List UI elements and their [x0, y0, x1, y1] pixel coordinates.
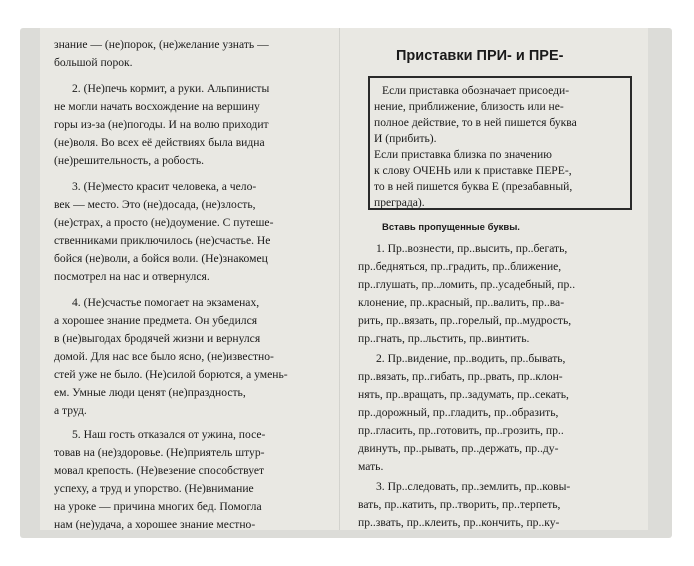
rule-line: то в ней пишется буква Е (презабавный, [374, 180, 573, 193]
text-line: не могли начать восхождение на вершину [54, 100, 260, 113]
text-line: мовал крепость. (Не)везение способствует [54, 464, 265, 477]
exercise-line: клонение, пр..красный, пр..валить, пр..ва- [358, 296, 565, 309]
text-line: ственниками приключилось (не)счастье. Не [54, 234, 271, 247]
exercise-line: двинуть, пр..рывать, пр..держать, пр..ду- [358, 442, 559, 455]
rule-line: И (прибить). [374, 132, 437, 145]
text-line: в (не)выгодах бродячей жизни и вернулся [54, 332, 261, 345]
rule-box [368, 76, 632, 210]
text-line: знание — (не)порок, (не)желание узнать — [54, 38, 269, 51]
rule-line: Если приставка обозначает присоеди- [382, 84, 570, 97]
page-title: Приставки ПРИ- и ПРЕ- [396, 48, 564, 64]
exercise-line: пр..гласить, пр..готовить, пр..грозить, пр.. [358, 424, 564, 437]
text-line: товав на (не)здоровье. (Не)приятель штур- [54, 446, 265, 459]
exercise-line: пр..бедняться, пр..градить, пр..ближение, [358, 260, 562, 273]
exercise-line: пр..звать, пр..клеить, пр..кончить, пр..ку- [358, 516, 560, 529]
text-line: успеху, а труд и упорство. (Не)внимание [54, 482, 254, 495]
exercise-line: 2. Пр..видение, пр..водить, пр..бывать, [376, 352, 566, 365]
exercise-line: пр..гнать, пр..льстить, пр..винтить. [358, 332, 530, 345]
text-line: а труд. [54, 404, 87, 417]
text-line: 5. Наш гость отказался от ужина, посе- [72, 428, 266, 441]
text-line: большой порок. [54, 56, 133, 69]
text-line: (не)страх, а просто (не)доумение. С путеше- [54, 216, 274, 229]
text-line: а хорошее знание предмета. Он убедился [54, 314, 258, 327]
text-line: 2. (Не)печь кормит, а руки. Альпинисты [72, 82, 270, 95]
exercise-line: 1. Пр..вознести, пр..высить, пр..бегать, [376, 242, 568, 255]
exercise-line: пр..глушать, пр..ломить, пр..усадебный, пр.. [358, 278, 576, 291]
left-page [40, 28, 341, 530]
rule-line: нение, приближение, близость или не- [374, 100, 564, 113]
text-line: (не)воля. Во всех её действиях была видна [54, 136, 265, 149]
rule-line: полное действие, то в ней пишется буква [374, 116, 577, 129]
text-line: домой. Для нас все было ясно, (не)известно- [54, 350, 274, 363]
text-line: (не)решительность, а робость. [54, 154, 205, 167]
text-line: век — место. Это (не)досада, (не)злость, [54, 198, 256, 211]
exercise-instruction: Вставь пропущенные буквы. [382, 222, 520, 233]
exercise-line: 3. Пр..следовать, пр..землить, пр..ковы- [376, 480, 571, 493]
rule-line: к слову ОЧЕНЬ или к приставке ПЕРЕ-, [374, 164, 572, 177]
exercise-line: рить, пр..вязать, пр..горелый, пр..мудрость, [358, 314, 572, 327]
text-line: 4. (Не)счастье помогает на экзаменах, [72, 296, 260, 309]
exercise-line: мать. [358, 460, 384, 473]
exercise-line: нять, пр..вращать, пр..задумать, пр..секать, [358, 388, 569, 401]
text-line: стей уже не было. (Не)силой борются, а умень- [54, 368, 288, 381]
rule-line: Если приставка близка по значению [374, 148, 552, 161]
text-line: ем. Умные люди ценят (не)праздность, [54, 386, 246, 399]
text-line: бойся (не)воли, а бойся воли. (Не)знакомец [54, 252, 268, 265]
exercise-line: пр..вязать, пр..гибать, пр..рвать, пр..клон- [358, 370, 563, 383]
text-line: горы из-за (не)погоды. И на волю приходит [54, 118, 269, 131]
rule-line: преграда). [374, 196, 425, 209]
exercise-line: вать, пр..катить, пр..творить, пр..терпеть, [358, 498, 561, 511]
right-page [340, 28, 648, 530]
exercise-line: пр..дорожный, пр..гладить, пр..образить, [358, 406, 559, 419]
text-line: нам (не)удача, а хорошее знание местно- [54, 518, 256, 530]
text-line: на уроке — причина многих бед. Помогла [54, 500, 262, 513]
text-line: посмотрел на нас и отвернулся. [54, 270, 210, 283]
text-line: 3. (Не)место красит человека, а чело- [72, 180, 257, 193]
